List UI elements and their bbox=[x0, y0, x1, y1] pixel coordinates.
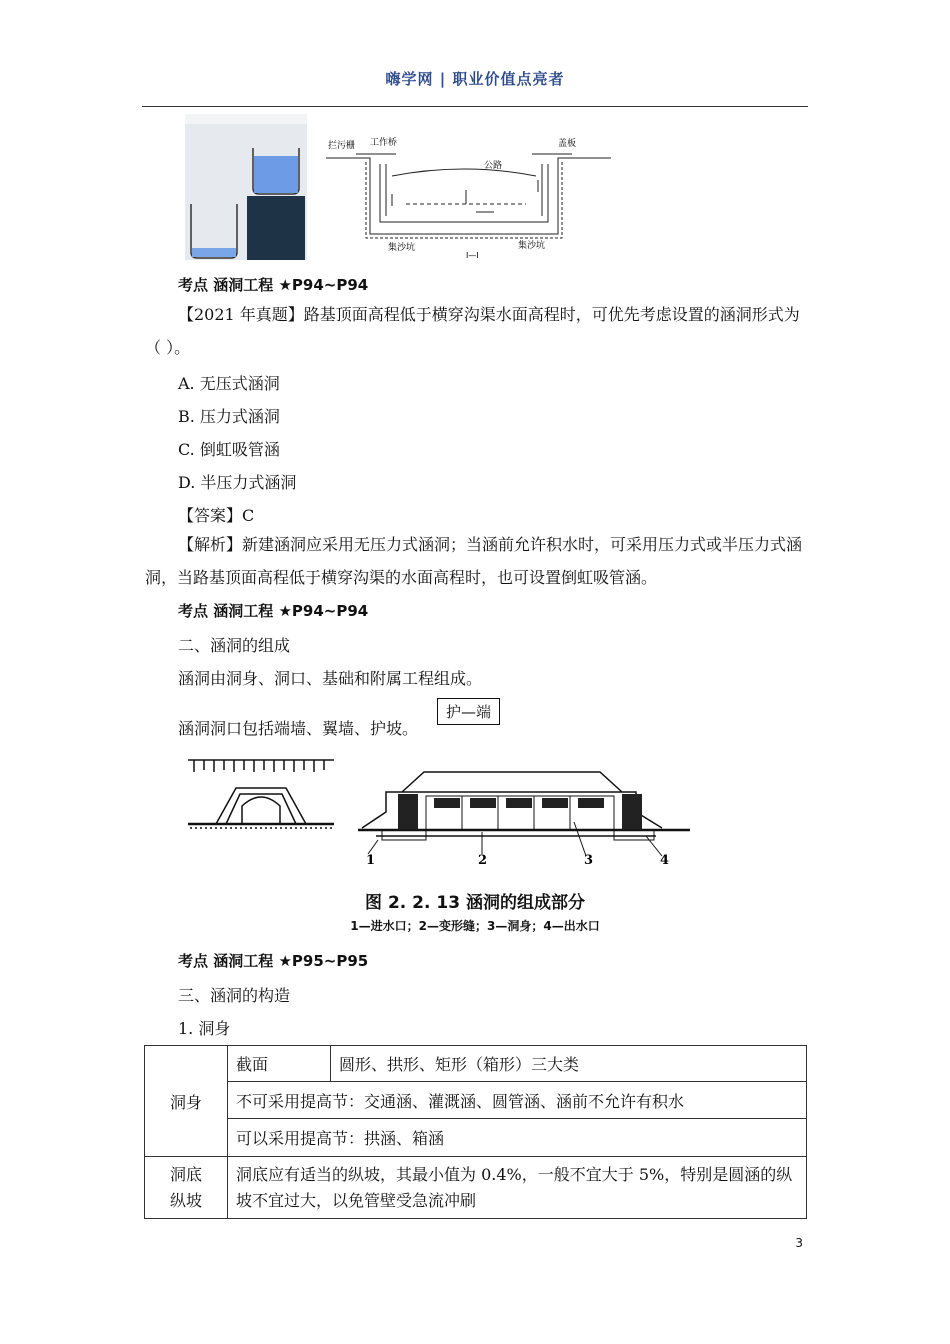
component-3: 3 bbox=[584, 853, 594, 868]
page-header: 嗨学网 | 职业价值点亮者 bbox=[385, 70, 565, 88]
label-sand-pit-left: 集沙坑 bbox=[388, 243, 416, 253]
kaodian-1: 考点 涵洞工程 ★P94~P94 bbox=[178, 276, 369, 294]
option-b: B. 压力式涵洞 bbox=[178, 407, 280, 426]
option-c: C. 倒虹吸管涵 bbox=[178, 440, 280, 459]
label-section-mark: I—I bbox=[466, 251, 479, 260]
label-sand-pit-right: 集沙坑 bbox=[518, 241, 546, 251]
component-1: 1 bbox=[366, 853, 376, 868]
table-cell-shapes: 圆形、拱形、矩形（箱形）三大类 bbox=[331, 1046, 807, 1082]
portal-text: 涵洞洞口包括端墙、翼墙、护坡。 bbox=[178, 719, 419, 738]
water-level-illustration bbox=[185, 114, 307, 260]
label-cover-plate: 盖板 bbox=[558, 139, 577, 149]
kaodian-3: 考点 涵洞工程 ★P95~P95 bbox=[178, 952, 369, 970]
table-cell-body: 洞身 bbox=[145, 1046, 228, 1157]
option-d: D. 半压力式涵洞 bbox=[178, 473, 297, 492]
component-2: 2 bbox=[478, 853, 488, 868]
table-cell-no-raise: 不可采用提高节：交通涵、灌溉涵、圆管涵、涵前不允许有积水 bbox=[228, 1082, 807, 1119]
section-heading-2: 二、涵洞的组成 bbox=[178, 636, 291, 655]
header-rule bbox=[142, 106, 808, 107]
question-text: 【2021 年真题】路基顶面高程低于横穿沟渠水面高程时，可优先考虑设置的涵洞形式为（ ）。 bbox=[145, 305, 800, 357]
figure-title: 图 2. 2. 13 涵洞的组成部分 bbox=[365, 893, 585, 913]
table-cell-can-raise: 可以采用提高节：拱涵、箱涵 bbox=[228, 1119, 807, 1157]
answer-text: 【答案】C bbox=[178, 506, 255, 525]
option-a: A. 无压式涵洞 bbox=[178, 374, 280, 393]
label-road: 公路 bbox=[484, 161, 503, 171]
culvert-body-table bbox=[144, 1045, 807, 1219]
table-cell-slope-desc: 洞底应有适当的纵坡，其最小值为 0.4%，一般不宜大于 5%，特别是圆涵的纵坡不宜过大，以免管壁受急流冲刷 bbox=[228, 1157, 807, 1219]
subheading-body: 1. 洞身 bbox=[178, 1019, 231, 1038]
mnemonic-tag: 护—端 bbox=[437, 698, 500, 725]
composition-text: 涵洞由洞身、洞口、基础和附属工程组成。 bbox=[178, 669, 483, 688]
table-cell-slope: 洞底 纵坡 bbox=[145, 1157, 228, 1219]
page-number: 3 bbox=[795, 1236, 803, 1250]
culvert-components-diagram bbox=[186, 752, 692, 870]
kaodian-2: 考点 涵洞工程 ★P94~P94 bbox=[178, 602, 369, 620]
label-work-bridge: 工作桥 bbox=[370, 138, 398, 148]
analysis-text: 【解析】新建涵洞应采用无压力式涵洞；当涵前允许积水时，可采用压力式或半压力式涵洞，当路基顶面高程低于横穿沟渠的水面高程时，也可设置倒虹吸管涵。 bbox=[145, 535, 803, 587]
culvert-section-diagram bbox=[326, 134, 616, 260]
figure-caption: 1—进水口；2—变形缝；3—洞身；4—出水口 bbox=[350, 919, 600, 933]
table-cell-section: 截面 bbox=[228, 1046, 331, 1082]
component-4: 4 bbox=[660, 853, 670, 868]
label-trash-rack: 拦污栅 bbox=[328, 141, 356, 151]
section-heading-3: 三、涵洞的构造 bbox=[178, 986, 291, 1005]
